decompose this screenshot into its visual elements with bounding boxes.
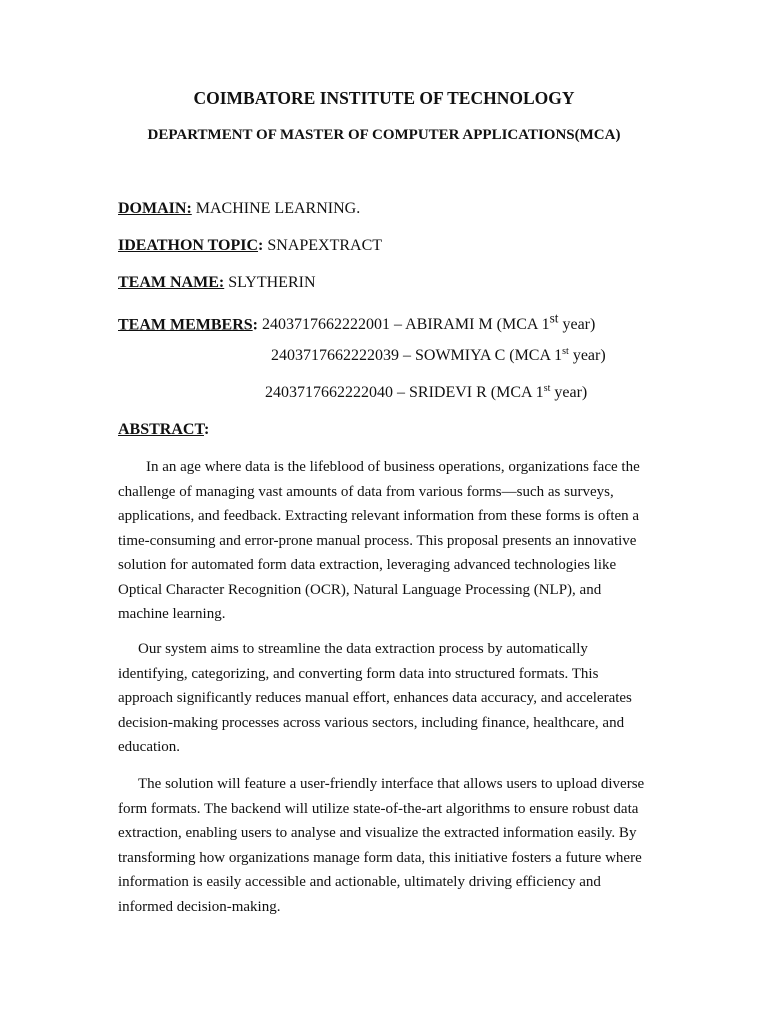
team-member-3: 2403717662222040 – SRIDEVI R (MCA 1st year): [265, 383, 588, 401]
team-members-line: [118, 311, 595, 334]
abstract-paragraph-3: The solution will feature a user-friendly interface that allows users to upload diverse form formats. The backend will utilize state-of-the-art algorithms to ensure robust data extraction, enabling users to analyse and visualize the extracted information easily. By transforming how organizations manage form data, this initiative fosters a future where information is easily accessible and actionable, ultimately driving efficiency and informed decision-making.: [118, 776, 645, 915]
institution-title: COIMBATORE INSTITUTE OF TECHNOLOGY: [193, 88, 575, 108]
abstract-heading-label: ABSTRACT: [118, 421, 204, 438]
abstract-heading-colon: :: [203, 421, 210, 438]
ideathon-topic-value: SNAPEXTRACT: [263, 237, 383, 254]
team-name-line: [118, 274, 316, 292]
team-members-colon: :: [252, 316, 258, 334]
domain-value: MACHINE LEARNING.: [191, 200, 361, 217]
abstract-paragraph-1: In an age where data is the lifeblood of business operations, organizations face the challenge of managing vast amounts of data from various forms—such as surveys, applications, and feedback. Extracting relevant information from these forms is often a time-consuming and error-prone manual process. This proposal presents an innovative solution for automated form data extraction, leveraging advanced technologies like Optical Character Recognition (OCR), Natural Language Processing (NLP), and machine learning.: [118, 459, 640, 622]
abstract-paragraph-2: Our system aims to streamline the data extraction process by automatically identifying, categorizing, and converting form data into structured formats. This approach significantly reduces manual effort, enhances data accuracy, and accelerates decision-making processes across various sectors, including finance, healthcare, and education.: [118, 641, 632, 755]
ideathon-topic-colon: :: [258, 237, 264, 254]
domain-label: DOMAIN:: [118, 200, 192, 217]
abstract-heading: [118, 421, 209, 439]
department-title: DEPARTMENT OF MASTER OF COMPUTER APPLICATIONS(MCA): [147, 127, 621, 143]
ideathon-topic-label: IDEATHON TOPIC: [118, 237, 259, 254]
ideathon-topic-line: [118, 237, 382, 255]
team-member-1: 2403717662222001 – ABIRAMI M (MCA 1st year): [258, 311, 596, 334]
domain-line: [118, 200, 360, 218]
team-name-label: TEAM NAME:: [118, 274, 225, 291]
team-member-2: 2403717662222039 – SOWMIYA C (MCA 1st year): [271, 346, 606, 364]
team-name-value: SLYTHERIN: [224, 274, 316, 291]
team-members-label: TEAM MEMBERS: [118, 316, 253, 334]
